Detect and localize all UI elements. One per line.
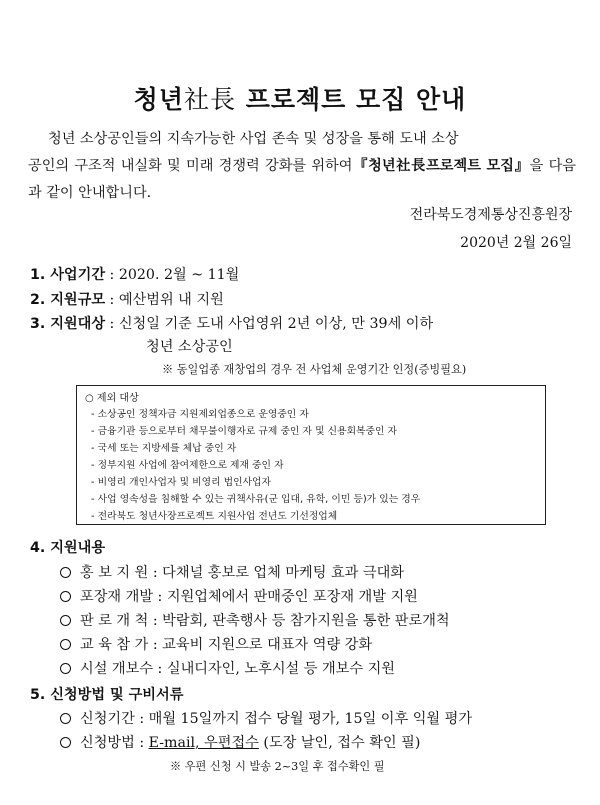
section-period <box>30 264 239 284</box>
intro-line-2 <box>28 153 576 207</box>
support-sep: : <box>148 565 163 581</box>
support-label: 홍 보 지 원 <box>80 565 149 581</box>
application-method-underlined: E-mail, 우편접수 <box>148 735 259 751</box>
application-label: 신청방법 <box>80 735 135 751</box>
section-target-sep: : <box>105 316 119 332</box>
support-item <box>60 634 372 654</box>
support-sep: : <box>153 661 167 677</box>
support-label: 교 육 참 가 <box>80 637 149 653</box>
support-label: 시설 개보수 <box>80 661 154 677</box>
circle-bullet-icon <box>60 615 71 626</box>
application-item <box>60 732 420 752</box>
support-item <box>60 562 404 582</box>
exclusion-item: - 전라북도 청년사장프로젝트 지원사업 전년도 기선정업체 <box>91 511 338 522</box>
section-application-heading: 5. 신청방법 및 구비서류 <box>30 687 184 703</box>
circle-bullet-icon <box>60 639 71 650</box>
intro-paragraph <box>28 126 576 207</box>
issuer-name: 전라북도경제통상진흥원장 <box>409 207 572 223</box>
issue-date: 2020년 2월 26일 <box>460 235 572 251</box>
section-period-sep: : <box>105 267 119 283</box>
exclusion-item: - 비영리 개인사업자 및 비영리 법인사업자 <box>91 477 271 488</box>
application-text: 매월 15일까지 접수 당월 평가, 15일 이후 익월 평가 <box>148 711 473 727</box>
section-target-value: 신청일 기준 도내 사업영위 2년 이상, 만 39세 이하 <box>118 316 434 332</box>
exclusion-item: - 사업 영속성을 침해할 수 있는 귀책사유(군 입대, 유학, 이민 등)가 있는 경우 <box>91 494 421 505</box>
support-text: 지원업체에서 판매중인 포장재 개발 지원 <box>166 589 418 605</box>
support-sep: : <box>153 589 167 605</box>
section-scale <box>30 289 224 309</box>
intro-line-2-text: 공인의 구조적 내실화 및 미래 경쟁력 강화를 위하여 <box>28 158 353 174</box>
exclusion-item: - 금융기관 등으로부터 채무불이행자로 규제 중인 자 및 신용회복중인 자 <box>91 426 398 437</box>
exclusion-box <box>76 385 546 525</box>
support-text: 박람회, 판촉행사 등 참가지원을 통한 판로개척 <box>162 613 450 629</box>
circle-bullet-icon <box>60 713 71 724</box>
page-title <box>0 80 600 116</box>
footnote: ※ 우편 신청 시 발송 2~3일 후 접수확인 필 <box>170 760 385 773</box>
section-scale-heading: 2. 지원규모 <box>30 292 106 308</box>
support-label: 포장재 개발 <box>80 589 154 605</box>
support-sep: : <box>148 613 163 629</box>
support-item <box>60 658 395 678</box>
circle-bullet-icon <box>60 737 71 748</box>
application-sep: : <box>134 711 149 727</box>
section-application <box>30 684 183 704</box>
application-label: 신청기간 <box>80 711 135 727</box>
title-part-ceo: 社長 <box>183 85 236 114</box>
section-period-heading: 1. 사업기간 <box>30 267 106 283</box>
section-target <box>30 313 433 333</box>
exclusion-list <box>91 406 420 525</box>
support-item <box>60 610 450 630</box>
section-target-heading: 3. 지원대상 <box>30 316 106 332</box>
support-text: 다채널 홍보로 업체 마케팅 효과 극대화 <box>162 565 405 581</box>
support-text: 실내디자인, 노후시설 등 개보수 지원 <box>166 661 395 677</box>
section-scale-sep: : <box>105 292 119 308</box>
title-part-youth: 청년 <box>133 85 184 114</box>
exclusion-item: - 소상공인 정책자금 지원제외업종으로 운영중인 자 <box>91 409 309 420</box>
exclusion-item: - 정부지원 사업에 참여제한으로 제재 중인 자 <box>91 460 284 471</box>
section-scale-value: 예산범위 내 지원 <box>118 292 224 308</box>
intro-line-1: 청년 소상공인들의 지속가능한 사업 존속 및 성장을 통해 도내 소상 <box>48 131 459 147</box>
exclusion-item: - 국세 또는 지방세를 체납 중인 자 <box>91 443 237 454</box>
support-text: 교육비 지원으로 대표자 역량 강화 <box>162 637 373 653</box>
section-support <box>30 537 105 557</box>
support-sep: : <box>148 637 163 653</box>
intro-line-3-text: 을 다음과 같이 안내합니다. <box>28 158 576 201</box>
section-support-heading: 4. 지원내용 <box>30 540 106 556</box>
application-text: (도장 날인, 접수 확인 필) <box>258 735 421 751</box>
section-target-value-2: 청년 소상공인 <box>146 339 233 355</box>
circle-bullet-icon <box>60 663 71 674</box>
support-label: 판 로 개 척 <box>80 613 149 629</box>
exclusion-title: ○ 제외 대상 <box>85 393 139 404</box>
circle-bullet-icon <box>60 567 71 578</box>
circle-bullet-icon <box>60 591 71 602</box>
title-part-project: 프로젝트 모집 안내 <box>236 85 467 114</box>
intro-highlight: 『청년社長프로젝트 모집』 <box>352 158 530 174</box>
application-sep: : <box>134 735 149 751</box>
section-target-note: ※ 동일업종 재창업의 경우 전 사업체 운영기간 인정(증빙필요) <box>162 363 467 376</box>
section-period-value: 2020. 2월 ~ 11월 <box>118 267 240 283</box>
support-item <box>60 586 418 606</box>
application-item <box>60 708 472 728</box>
